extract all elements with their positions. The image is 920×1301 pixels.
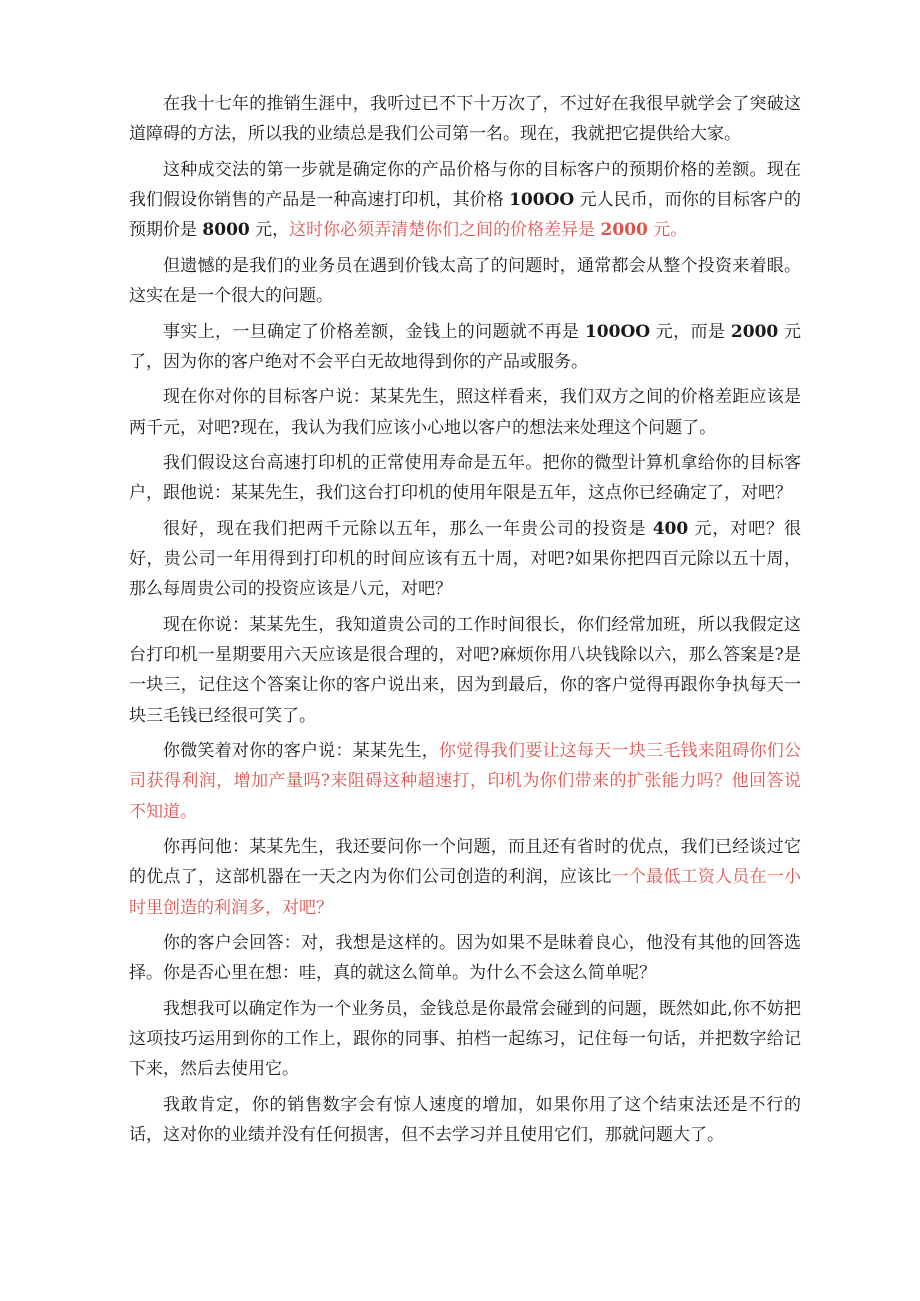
bold-number: 8000 bbox=[202, 220, 250, 241]
paragraph-12 bbox=[129, 994, 801, 1085]
paragraph-5 bbox=[129, 382, 801, 442]
text-segment: 元，而是 bbox=[650, 321, 731, 342]
bold-number: 100OO bbox=[509, 190, 575, 210]
text-segment: 但遗憾的是我们的业务员在遇到价钱太高了的问题时，通常都会从整个投资来着眼。这实在是一个很大的问题。 bbox=[129, 255, 801, 306]
text-segment: 现在你对你的目标客户说：某某先生，照这样看来，我们双方之间的价格差距应该是两千元，对吧?现在，我认为我们应该小心地以客户的想法来处理这个问题了。 bbox=[129, 387, 801, 438]
paragraph-13 bbox=[129, 1090, 801, 1150]
text-segment: 你的客户会回答：对，我想是这样的。因为如果不是昧着良心，他没有其他的回答选择。你是否心里在想：哇，真的就这么简单。为什么不会这么简单呢？ bbox=[129, 933, 801, 984]
text-segment: 我敢肯定，你的销售数字会有惊人速度的增加，如果你用了这个结束法还是不行的话，这对你的业绩并没有任何损害，但不去学习并且使用它们，那就问题大了。 bbox=[129, 1094, 801, 1146]
highlighted-text: 你觉得我们要让这每天一块三毛钱来阻碍你们公司获得利润，增加产量吗?来阻碍这种超速打，印机为你们带来的扩张能力吗？他回答说不知道。 bbox=[129, 741, 801, 822]
paragraph-3 bbox=[129, 251, 801, 311]
paragraph-10 bbox=[129, 832, 801, 923]
text-segment: 元，对吧？很好，贵公司一年用得到打印机的时间应该有五十周，对吧?如果你把四百元除以五十周，那么每周贵公司的投资应该是八元，对吧？ bbox=[129, 518, 802, 600]
text-segment: 在我十七年的推销生涯中，我听过已不下十万次了，不过好在我很早就学会了突破这道障碍的方法，所以我的业绩总是我们公司第一名。现在，我就把它提供给大家。 bbox=[129, 94, 801, 145]
bold-number: 400 bbox=[652, 518, 689, 539]
highlighted-text: 这时你必须弄清楚你们之间的价格差异是 bbox=[289, 220, 601, 241]
text-segment: 很好，现在我们把两千元除以五年，那么一年贵公司的投资是 bbox=[163, 518, 653, 539]
text-segment: 你再问他：某某先生，我还要问你一个问题，而且还有省时的优点，我们已经谈过它的优点了，这部机器在一天之内为你们公司创造的利润，应该比 bbox=[129, 837, 801, 888]
text-segment: 元了，因为你的客户绝对不会平白无故地得到你的产品或服务。 bbox=[129, 321, 801, 372]
highlighted-text: 元。 bbox=[647, 220, 688, 241]
paragraph-9 bbox=[129, 736, 801, 827]
text-segment: 我们假设这台高速打印机的正常使用寿命是五年。把你的微型计算机拿给你的目标客户，跟他说：某某先生，我们这台打印机的使用年限是五年，这点你已经确定了，对吧？ bbox=[129, 453, 801, 504]
paragraph-2 bbox=[129, 155, 801, 246]
bold-number: 100OO bbox=[584, 321, 651, 342]
text-segment: 元人民币，而你的目标客户的预期价是 bbox=[129, 190, 801, 241]
text-segment: 我想我可以确定作为一个业务员，金钱总是你最常会碰到的问题，既然如此,你不妨把这项技巧运用到你的工作上，跟你的同事、拍档一起练习，记住每一句话，并把数字给记下来，然后去使用它。 bbox=[129, 998, 801, 1080]
paragraph-7 bbox=[129, 514, 801, 605]
paragraph-1 bbox=[129, 89, 801, 149]
text-segment: 现在你说：某某先生，我知道贵公司的工作时间很长，你们经常加班，所以我假定这台打印机一星期要用六天应该是很合理的，对吧?麻烦你用八块钱除以六，那么答案是?是一块三，记住这个答案让你的客户说出来，因为到最后，你的客户觉得再跟你争执每天一块三毛钱已经很可笑了。 bbox=[129, 614, 801, 726]
highlighted-number: 2000 bbox=[600, 220, 648, 241]
highlighted-text: 一个最低工资人员在一小时里创造的利润多，对吧？ bbox=[129, 867, 802, 918]
paragraph-11 bbox=[129, 928, 801, 988]
bold-number: 2000 bbox=[730, 321, 779, 342]
document-body bbox=[129, 89, 801, 1156]
text-segment: 事实上，一旦确定了价格差额，金钱上的问题就不再是 bbox=[163, 321, 585, 342]
paragraph-4 bbox=[129, 317, 801, 377]
paragraph-6 bbox=[129, 448, 801, 508]
text-segment: 元， bbox=[249, 220, 290, 241]
text-segment: 这种成交法的第一步就是确定你的产品价格与你的目标客户的预期价格的差额。现在我们假设你销售的产品是一种高速打印机，其价格 bbox=[129, 159, 801, 210]
text-segment: 你微笑着对你的客户说：某某先生， bbox=[163, 741, 439, 762]
paragraph-8 bbox=[129, 610, 801, 731]
